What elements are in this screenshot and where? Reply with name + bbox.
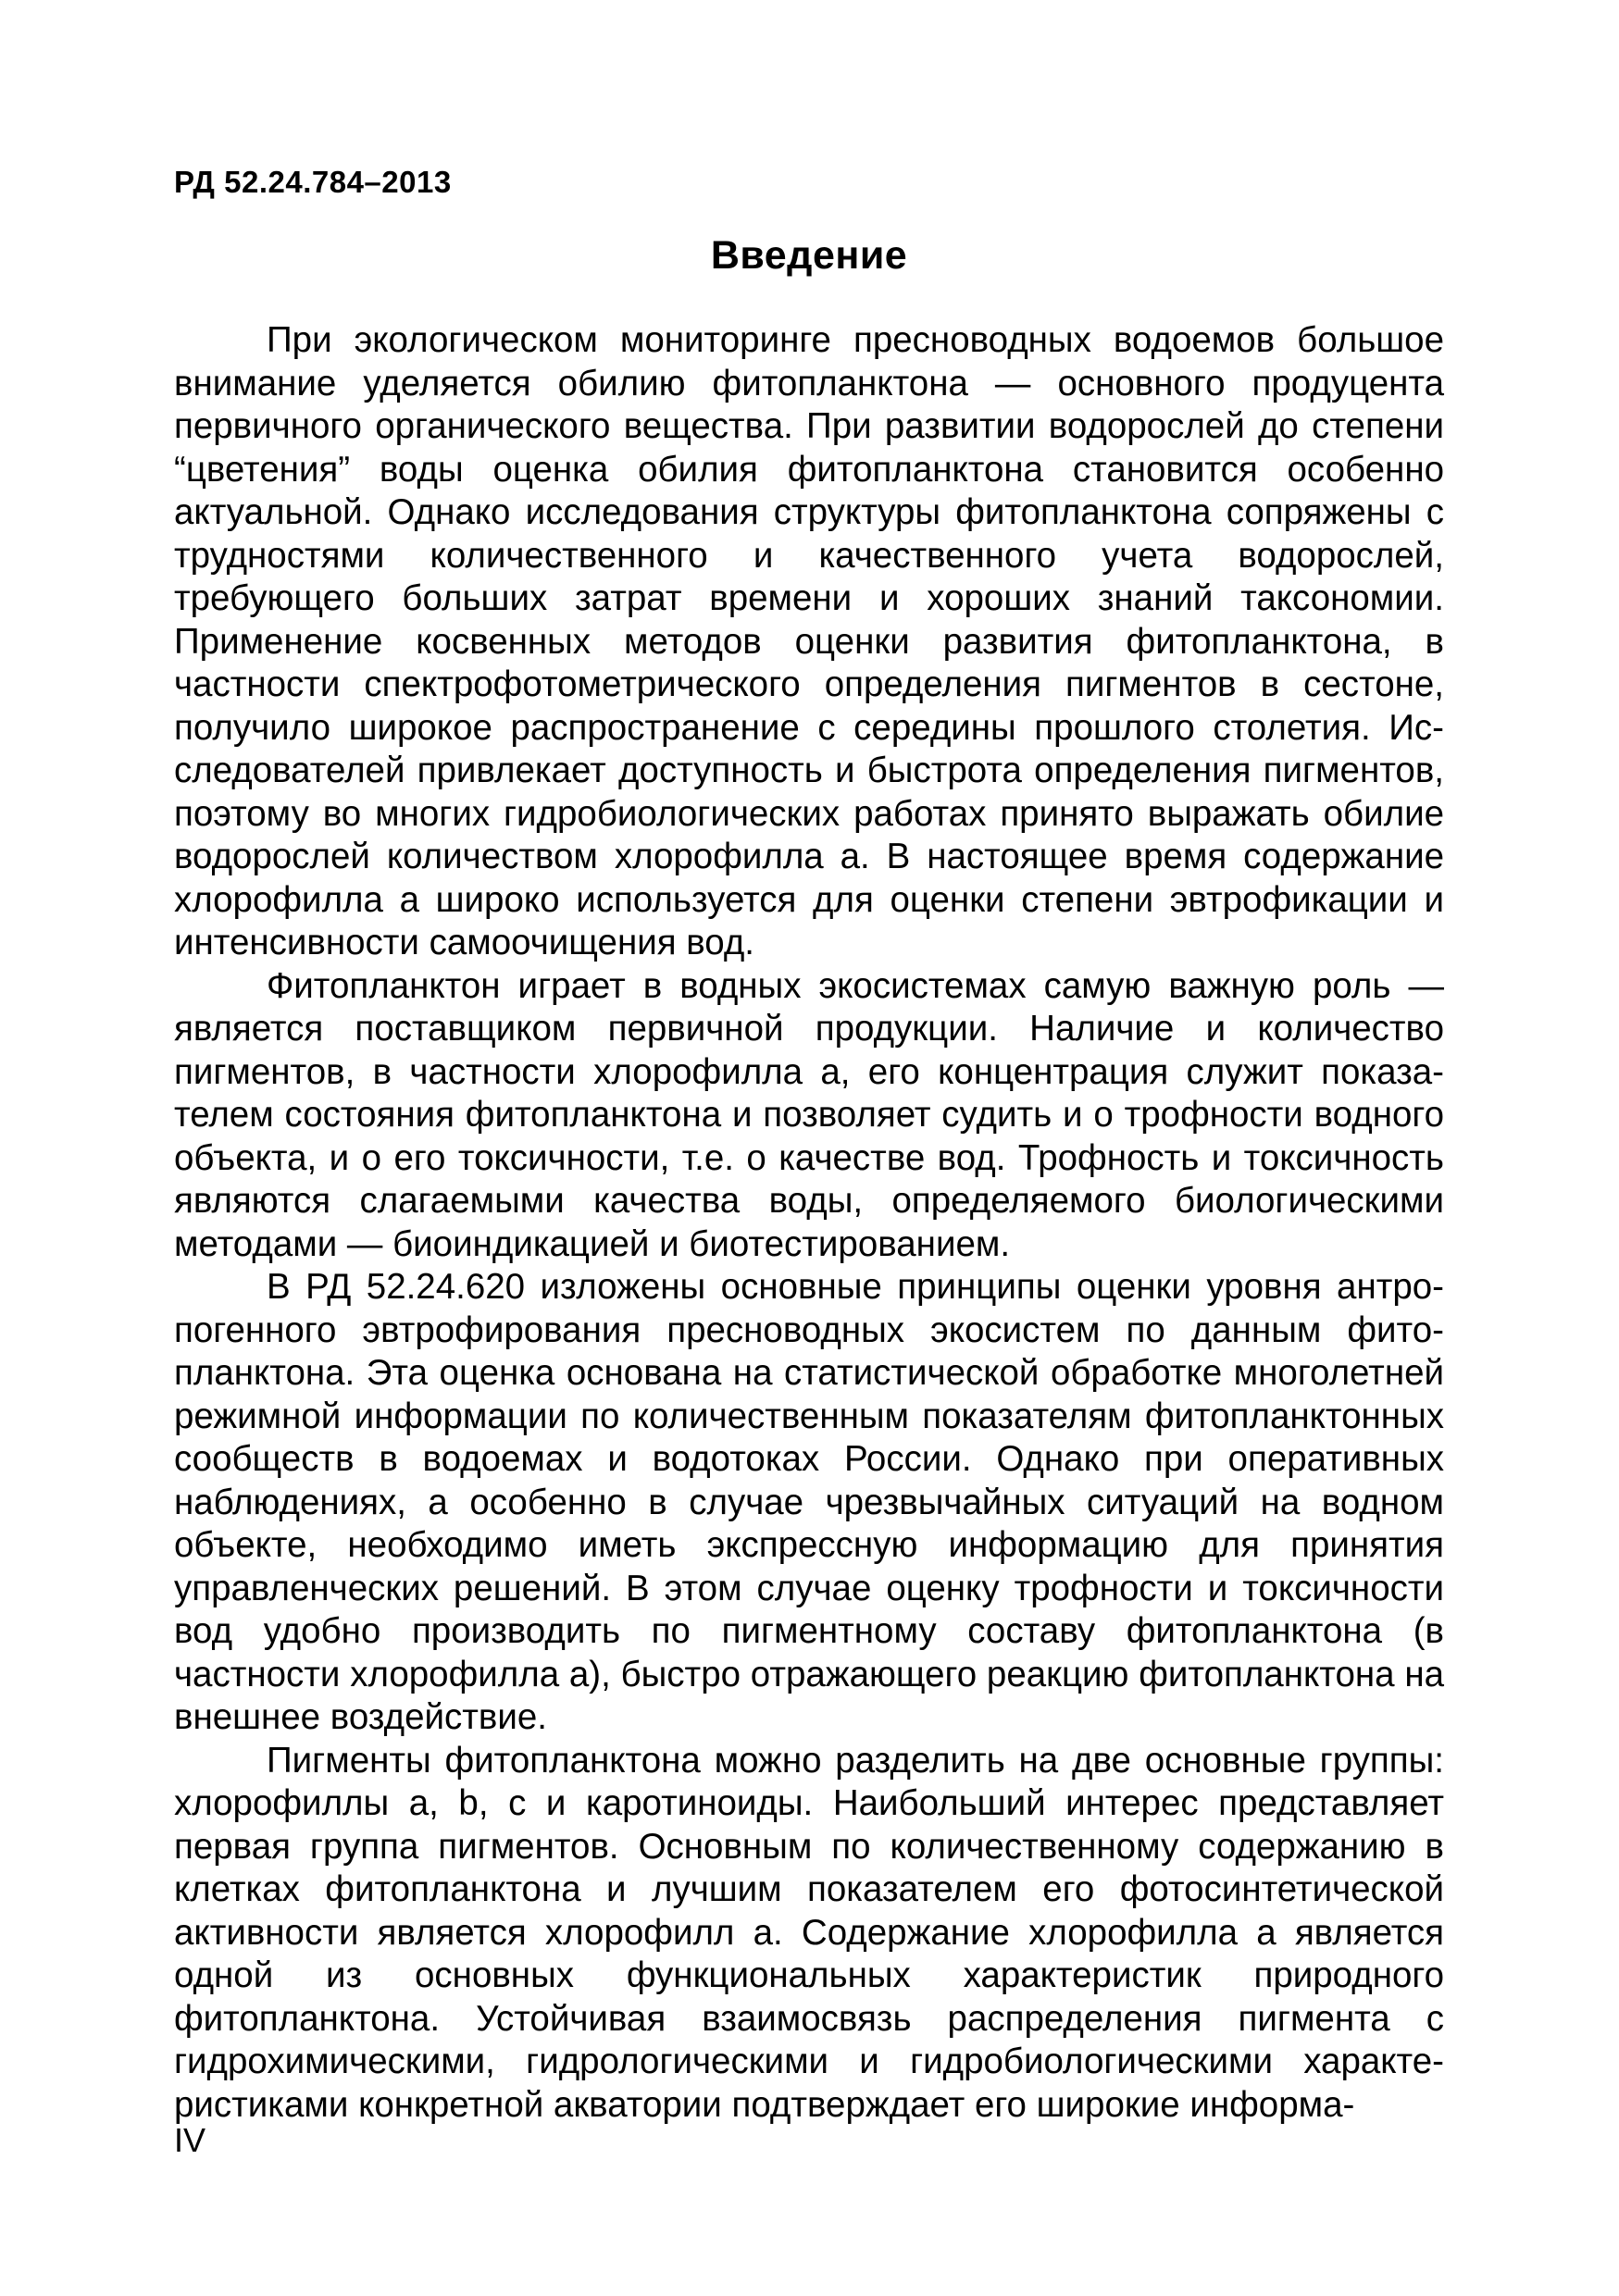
page-number: IV [174,2121,206,2159]
paragraph: Фитопланктон играет в водных экосистемах самую важную роль — является поставщиком первичной продукции. Наличие и количество пигментов, в частности хлорофилла a, его концентрация служит показателем состояния фитопланктона и позволяет судить и о трофности водного объекта, и о его токсичности, т.е. о качестве вод. Трофность и токсичность являются слагаемыми качества воды, определяемого биологическими методами — биоиндикацией и биотестированием. [174,965,1444,1264]
paragraph: Пигменты фитопланктона можно разделить на две основные группы: хлорофиллы a, b, c и каротиноиды. Наибольший интерес представляет первая группа пигментов. Основным по количественному содержанию в клетках фитопланктона и лучшим показателем его фотосинтетической активности является хлорофилл a. Содержание хлорофилла a является одной из основных функциональных характеристик природного фитопланктона. Устойчивая взаимосвязь распределения пигмента с гидрохимическими, гидрологическими и гидробиологическими характеристиками конкретной акватории подтверждает его широкие информа- [174,1740,1444,2125]
paragraph: При экологическом мониторинге пресноводных водоемов большое внимание уделяется обилию фитопланктона — основного продуцента первичного органического вещества. При развитии водорослей до степени “цветения” воды оценка обилия фитопланктона становится особенно актуальной. Однако исследования структуры фитопланктона сопряжены с трудностями количественного и качественного учета водорослей, требующего больших затрат времени и хороших знаний таксономии. Применение косвенных методов оценки развития фитопланктона, в частности спектрофотометрического определения пигментов в сестоне, получило широкое распространение с середины прошлого столетия. Исследователей привлекает доступность и быстрота определения пигментов, поэтому во многих гидробиологических работах принято выражать обилие водорослей количеством хлорофилла a. В настоящее время содержание хлорофилла a широко используется для оценки степени эвтрофикации и интенсивности самоочищения вод. [174,320,1444,962]
section-title: Введение [710,233,908,278]
paragraph: В РД 52.24.620 изложены основные принципы оценки уровня антропогенного эвтрофирования пресноводных экосистем по данным фитопланктона. Эта оценка основана на статистической обработке многолетней режимной информации по количественным показателям фитопланктонных сообществ в водоемах и водотоках России. Однако при оперативных наблюдениях, а особенно в случае чрезвычайных ситуаций на водном объекте, необходимо иметь экспрессную информацию для принятия управленческих решений. В этом случае оценку трофности и токсичности вод удобно производить по пигментному составу фитопланктона (в частности хлорофилла a), быстро отражающего реакцию фитопланктона на внешнее воздействие. [174,1267,1444,1737]
document-code: РД 52.24.784–2013 [174,165,452,199]
body-text [174,319,1444,2127]
